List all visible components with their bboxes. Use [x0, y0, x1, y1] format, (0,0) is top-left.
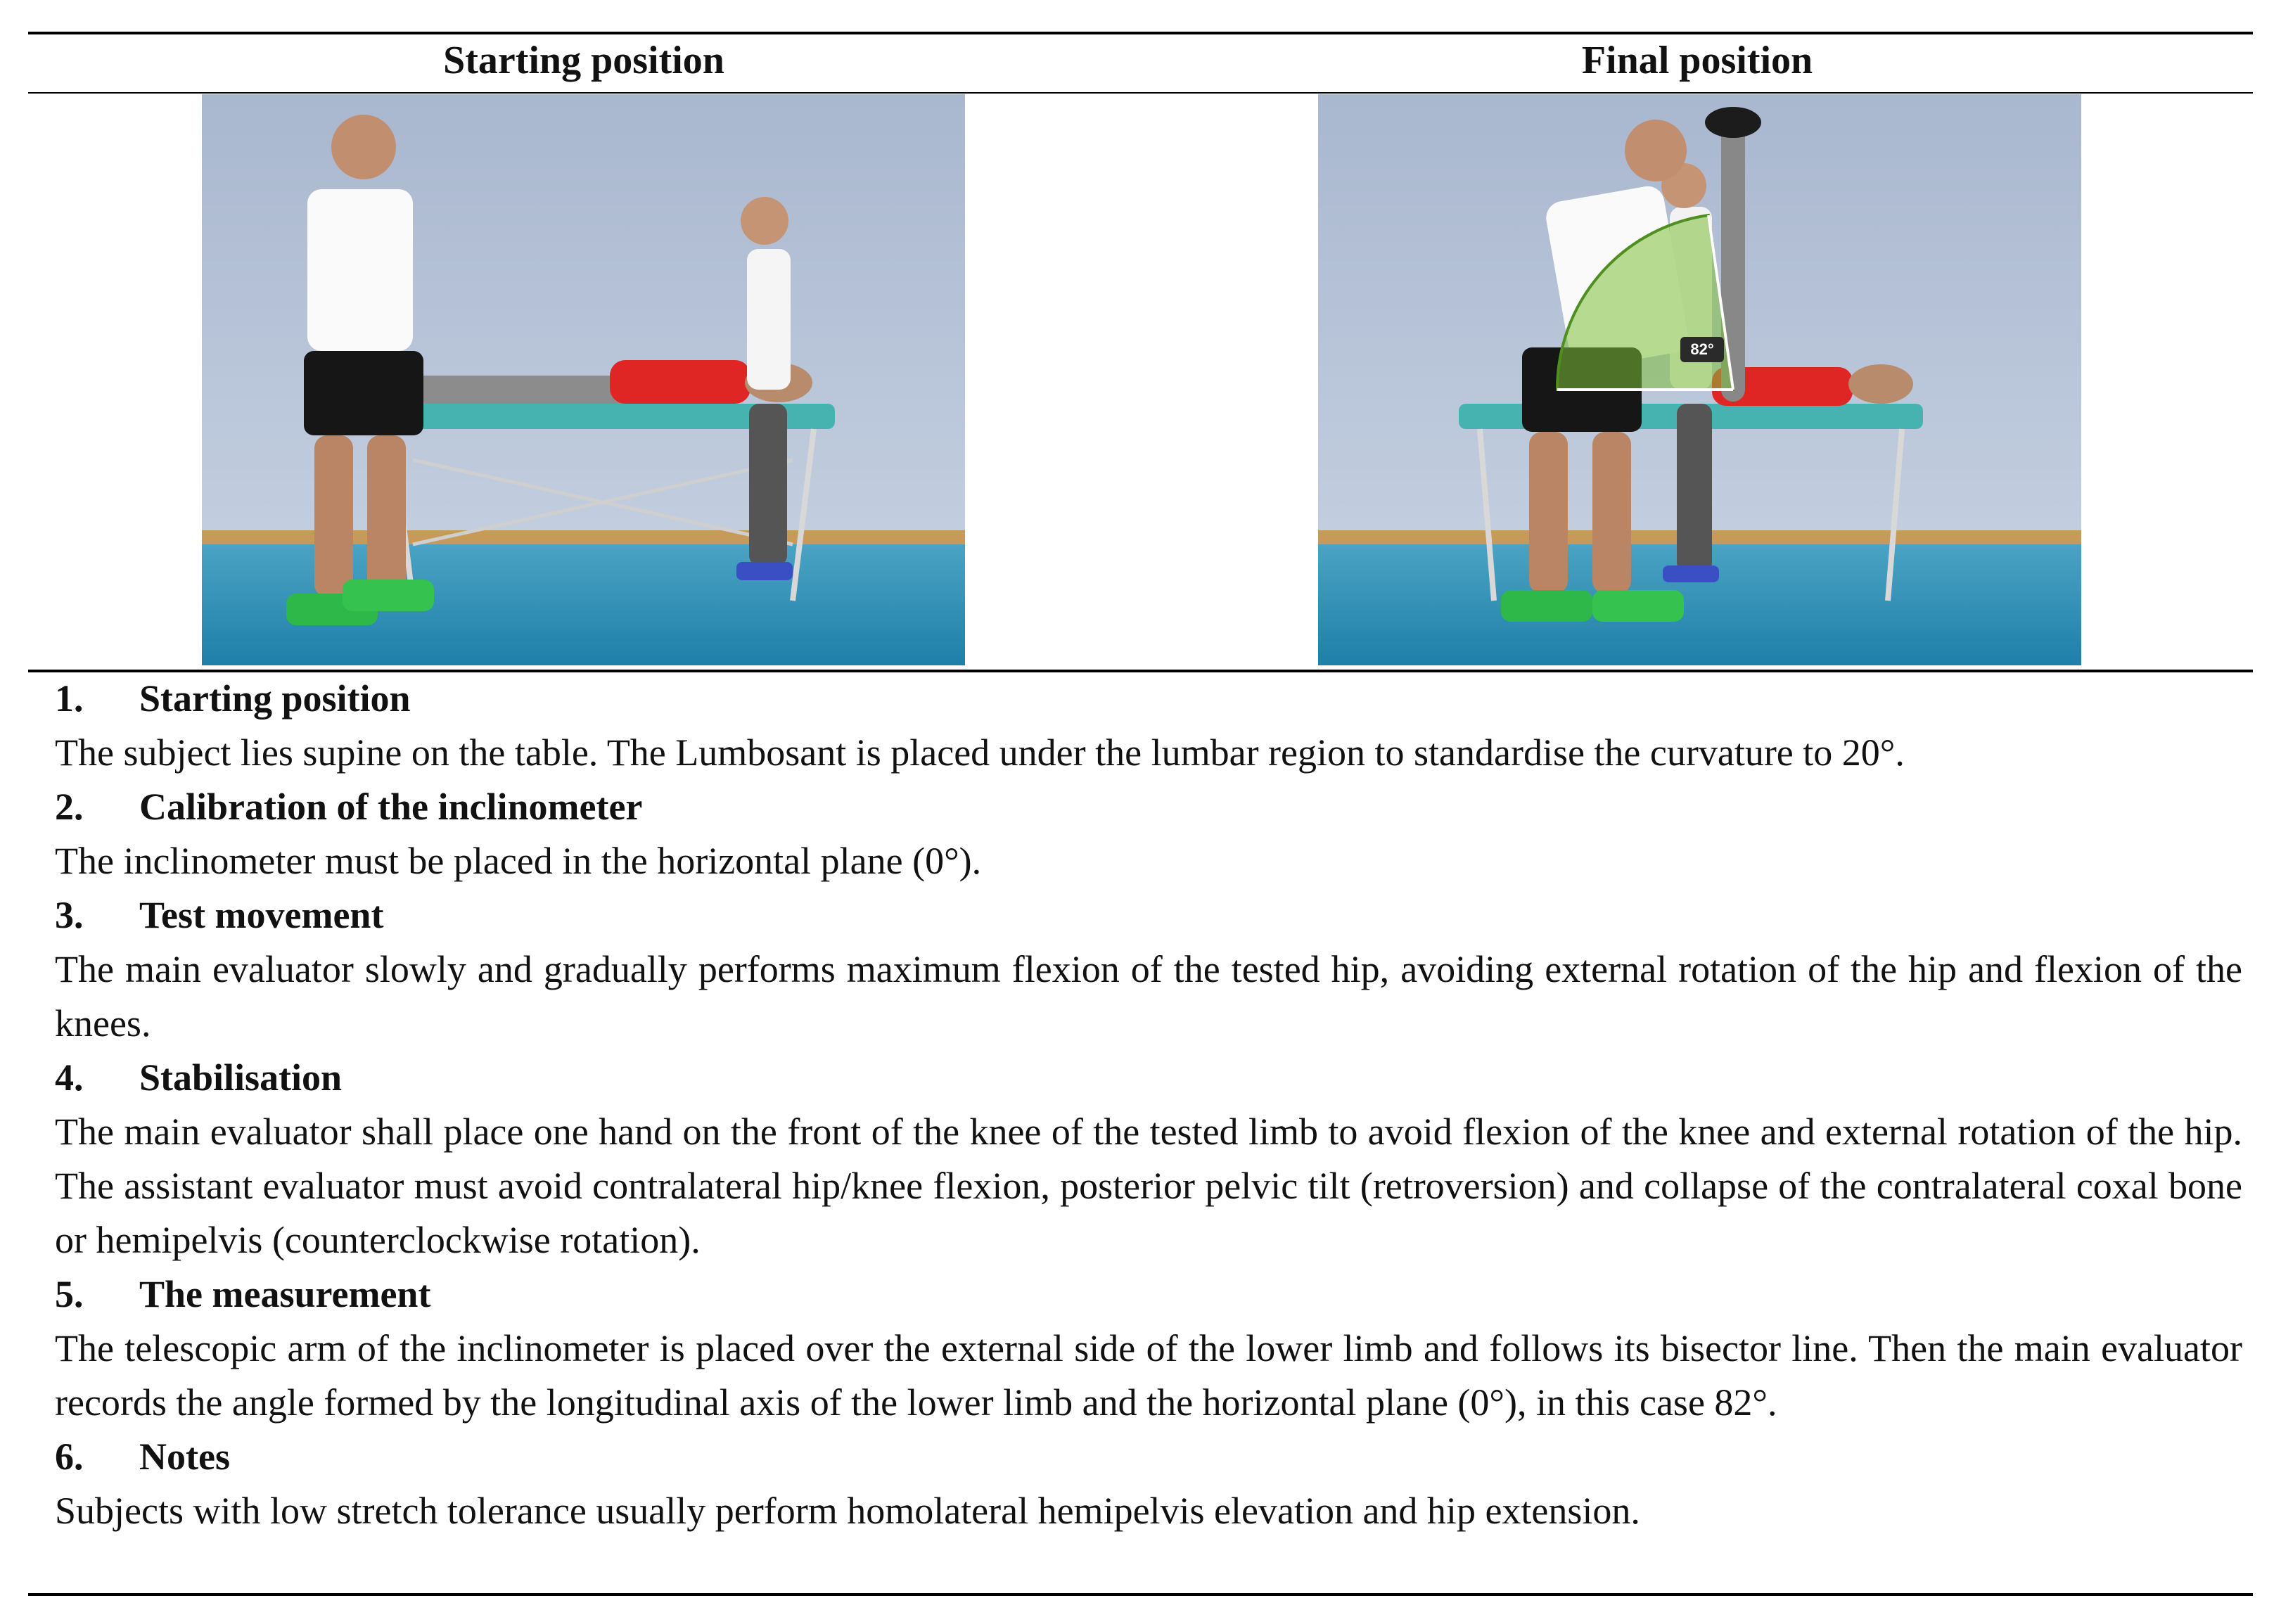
step-4: [55, 1051, 2242, 1267]
column-header-final: Final position: [1581, 39, 1813, 82]
step-number: 6.: [55, 1436, 84, 1478]
step-text: The inclinometer must be placed in the horizontal plane (0°).: [55, 840, 982, 882]
photo-final-position: [1318, 94, 2081, 665]
step-5: [55, 1267, 2242, 1430]
step-title: Starting position: [139, 677, 411, 720]
step-number: 5.: [55, 1273, 84, 1315]
step-2: [55, 780, 2242, 888]
table-top-rule: [28, 32, 2253, 34]
step-heading: [55, 1430, 2242, 1484]
table-bottom-rule: [28, 1593, 2253, 1596]
step-text: Subjects with low stretch tolerance usually perform homolateral hemipelvis elevation and hip extension.: [55, 1490, 1640, 1532]
photo-starting-position: [202, 94, 965, 665]
step-title: Calibration of the inclinometer: [139, 786, 643, 828]
angle-readout: 82°: [1690, 340, 1714, 358]
step-number: 2.: [55, 786, 84, 828]
step-title: Test movement: [139, 894, 384, 936]
step-number: 3.: [55, 894, 84, 936]
step-title: Notes: [139, 1436, 230, 1478]
step-number: 4.: [55, 1056, 84, 1099]
step-6: [55, 1430, 2242, 1538]
protocol-steps: [55, 672, 2242, 1538]
step-text: The telescopic arm of the inclinometer is placed over the external side of the lower limb and follows its bisector line. Then the main evaluator records the angle formed by the longitudinal axis of the lower limb and the horizontal plane (0°), in this case 82°.: [55, 1327, 2242, 1424]
step-heading: [55, 1267, 2242, 1322]
step-heading: [55, 780, 2242, 834]
step-3: [55, 888, 2242, 1051]
step-text: The subject lies supine on the table. The Lumbosant is placed under the lumbar region to standardise the curvature to 20°.: [55, 731, 1905, 774]
step-heading: [55, 1051, 2242, 1105]
step-text: The main evaluator slowly and gradually performs maximum flexion of the tested hip, avoiding external rotation of the hip and flexion of the knees.: [55, 948, 2242, 1044]
step-heading: [55, 672, 2242, 726]
step-title: The measurement: [139, 1273, 431, 1315]
step-1: [55, 672, 2242, 780]
step-number: 1.: [55, 677, 84, 720]
step-text: The main evaluator shall place one hand on the front of the knee of the tested limb to avoid flexion of the knee and external rotation of the hip. The assistant evaluator must avoid contralateral hip/knee flexion, posterior pelvic tilt (retroversion) and collapse of the contralateral coxal bone or hemipelvis (counterclockwise rotation).: [55, 1111, 2242, 1261]
header-rule: [28, 92, 2253, 94]
column-header-starting: Starting position: [443, 39, 724, 82]
step-heading: [55, 888, 2242, 942]
step-title: Stabilisation: [139, 1056, 343, 1099]
